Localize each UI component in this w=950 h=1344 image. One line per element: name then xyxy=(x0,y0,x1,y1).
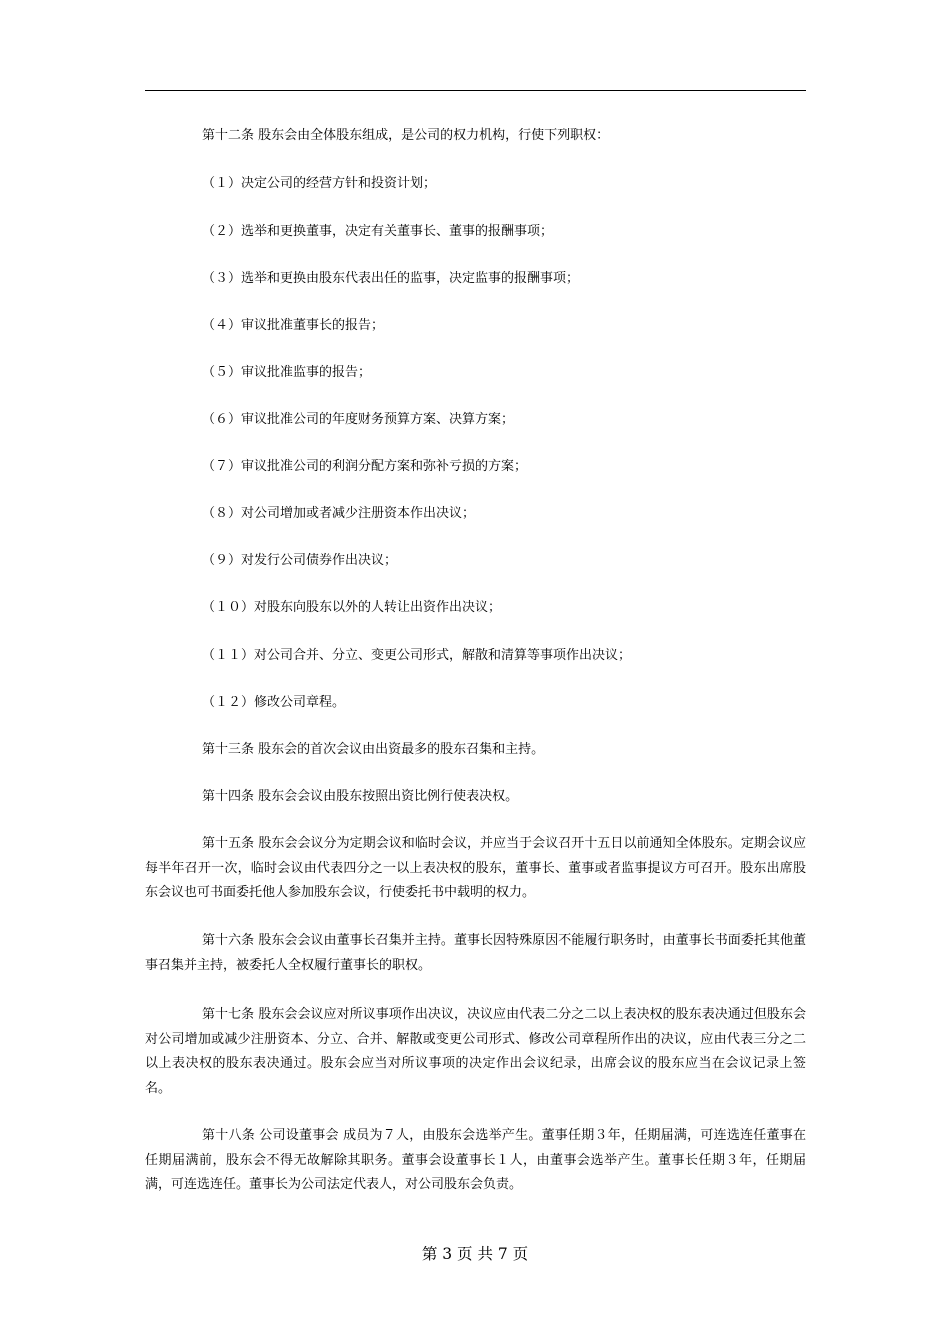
item-5: （５）审议批准监事的报告； xyxy=(202,365,372,380)
article-14: 第十四条 股东会会议由股东按照出资比例行使表决权。 xyxy=(202,789,519,804)
item-6: （６）审议批准公司的年度财务预算方案、决算方案； xyxy=(202,412,515,427)
item-10: （１０）对股东向股东以外的人转让出资作出决议； xyxy=(202,600,502,615)
article-12: 第十二条 股东会由全体股东组成，是公司的权力机构，行使下列职权： xyxy=(202,128,610,143)
item-12: （１２）修改公司章程。 xyxy=(202,695,346,710)
article-16: 第十六条 股东会会议由董事长召集并主持。董事长因特殊原因不能履行职务时，由董事长书面委托其他董事召集并主持，被委托人全权履行董事长的职权。 xyxy=(145,933,806,973)
item-1: （１）决定公司的经营方针和投资计划； xyxy=(202,176,437,191)
article-15: 第十五条 股东会会议分为定期会议和临时会议，并应当于会议召开十五日以前通知全体股东。定期会议应每半年召开一次，临时会议由代表四分之一以上表决权的股东，董事长、董事或者监事提议方可召开。股东出席股东会议也可书面委托他人参加股东会议，行使委托书中载明的权力。 xyxy=(145,836,806,900)
item-7: （７）审议批准公司的利润分配方案和弥补亏损的方案； xyxy=(202,459,528,474)
article-17: 第十七条 股东会会议应对所议事项作出决议，决议应由代表二分之二以上表决权的股东表决通过但股东会对公司增加或减少注册资本、分立、合并、解散或变更公司形式、修改公司章程所作出的决议，应由代表三分之二以上表决权的股东表决通过。股东会应当对所议事项的决定作出会议纪录，出席会议的股东应当在会议记录上签名。 xyxy=(145,1007,806,1096)
item-4: （４）审议批准董事长的报告； xyxy=(202,318,385,333)
page-number: 第 3 页 共 7 页 xyxy=(421,1245,529,1263)
item-8: （８）对公司增加或者减少注册资本作出决议； xyxy=(202,506,476,521)
item-3: （３）选举和更换由股东代表出任的监事，决定监事的报酬事项； xyxy=(202,271,580,286)
item-11: （１１）对公司合并、分立、变更公司形式，解散和清算等事项作出决议； xyxy=(202,648,632,663)
article-18: 第十八条 公司设董事会 成员为７人，由股东会选举产生。董事任期３年，任期届满，可连选连任董事在任期届满前，股东会不得无故解除其职务。董事会设董事长１人，由董事会选举产生。董事长任期３年，任期届满，可连选连任。董事长为公司法定代表人，对公司股东会负责。 xyxy=(145,1128,806,1192)
item-9: （９）对发行公司债券作出决议； xyxy=(202,553,398,568)
item-2: （２）选举和更换董事，决定有关董事长、董事的报酬事项； xyxy=(202,224,554,239)
header-rule xyxy=(145,90,806,91)
article-13: 第十三条 股东会的首次会议由出资最多的股东召集和主持。 xyxy=(202,742,545,757)
